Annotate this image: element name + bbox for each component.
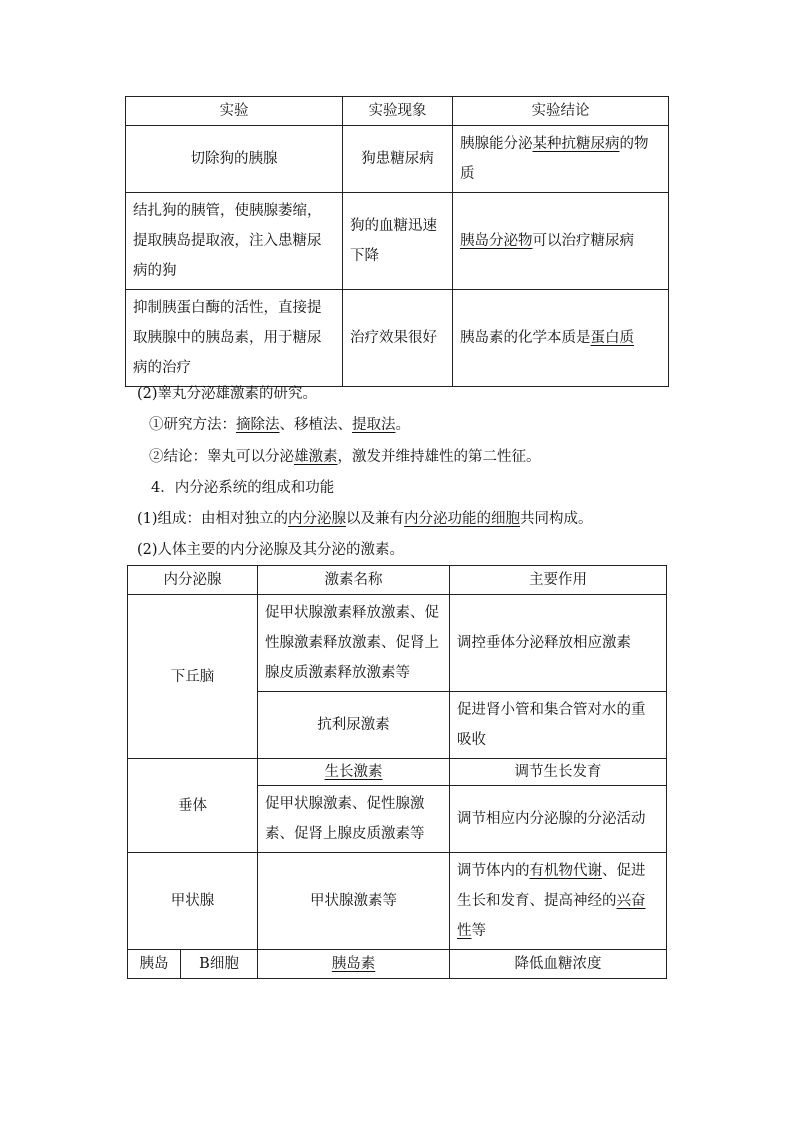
table-row — [128, 595, 667, 692]
conclusion-text: 胰岛素的化学本质是 — [460, 330, 591, 346]
effect-text: 、促进生长和发育、提高神经的 — [457, 863, 646, 909]
header-hormone: 激素名称 — [258, 566, 450, 595]
conclusion-cell — [453, 290, 669, 387]
hormone-key-term: 胰岛素 — [331, 956, 376, 972]
section-4-heading: 4．内分泌系统的组成和功能 — [151, 480, 335, 496]
table-row — [126, 290, 669, 387]
effect-cell: 降低血糖浓度 — [450, 950, 667, 979]
method-key-term: 摘除法 — [236, 417, 280, 433]
experiment-cell: 切除狗的胰腺 — [126, 126, 343, 193]
conclusion-cell — [453, 193, 669, 290]
hormone-cell — [258, 950, 450, 979]
hormone-cell: 促甲状腺激素释放激素、促性腺激素释放激素、促肾上腺皮质激素释放激素等 — [258, 595, 450, 692]
hormone-cell: 甲状腺激素等 — [258, 853, 450, 950]
gland-cell: 甲状腺 — [128, 853, 258, 950]
conclusion-key-term: 某种抗糖尿病 — [532, 136, 620, 152]
hormone-cell: 抗利尿激素 — [258, 692, 450, 759]
composition-text: (1)组成：由相对独立的 — [137, 511, 289, 527]
effect-cell — [450, 853, 667, 950]
header-phenomenon: 实验现象 — [343, 97, 453, 126]
method-text: ①研究方法： — [149, 417, 236, 433]
table-row — [126, 126, 669, 193]
composition-key-term: 内分泌腺 — [288, 511, 347, 527]
effect-cell: 促进肾小管和集合管对水的重吸收 — [450, 692, 667, 759]
phenomenon-cell: 狗患糖尿病 — [343, 126, 453, 193]
effect-key-term: 有机物代谢 — [529, 863, 602, 879]
effect-text: 等 — [471, 923, 486, 939]
gland-cell: 下丘脑 — [128, 595, 258, 759]
effect-key-term: 兴奋性 — [457, 893, 646, 939]
conclusion-key-term: 胰岛分泌物 — [460, 233, 533, 249]
research-method-line — [149, 414, 410, 436]
gland-cell: 胰岛 — [128, 950, 181, 979]
table-row — [128, 950, 667, 979]
table-header-row — [128, 566, 667, 595]
experiment-table — [125, 96, 669, 387]
hormone-cell: 促甲状腺激素、促性腺激素、促肾上腺皮质激素等 — [258, 786, 450, 853]
cell-type-cell: B细胞 — [181, 950, 258, 979]
conclusion-text: 可以治疗糖尿病 — [532, 233, 634, 249]
method-text: 、移植法、 — [279, 417, 352, 433]
composition-text: 以及兼有 — [346, 511, 405, 527]
conclusion-line — [149, 446, 541, 468]
method-key-term: 提取法 — [352, 417, 396, 433]
conclusion-text: 的物质 — [460, 136, 649, 182]
effect-cell: 调控垂体分泌释放相应激素 — [450, 595, 667, 692]
header-experiment: 实验 — [126, 97, 343, 126]
gland-cell: 垂体 — [128, 759, 258, 853]
table-row — [126, 193, 669, 290]
hormone-cell — [258, 759, 450, 786]
header-conclusion: 实验结论 — [453, 97, 669, 126]
testis-section-title: (2)睾丸分泌雄激素的研究。 — [137, 386, 318, 402]
table-row — [128, 853, 667, 950]
table-row — [128, 759, 667, 786]
header-effect: 主要作用 — [450, 566, 667, 595]
composition-key-term: 内分泌功能的细胞 — [404, 511, 521, 527]
experiment-cell: 抑制胰蛋白酶的活性，直接提取胰腺中的胰岛素，用于糖尿病的治疗 — [126, 290, 343, 387]
endocrine-table — [127, 565, 667, 979]
conclusion-line-text: ②结论：睾丸可以分泌 — [149, 449, 294, 465]
effect-cell: 调节生长发育 — [450, 759, 667, 786]
glands-section-title: (2)人体主要的内分泌腺及其分泌的激素。 — [137, 542, 405, 558]
effect-cell: 调节相应内分泌腺的分泌活动 — [450, 786, 667, 853]
effect-text: 调节体内的 — [457, 863, 530, 879]
phenomenon-cell: 治疗效果很好 — [343, 290, 453, 387]
conclusion-text: 胰腺能分泌 — [460, 136, 533, 152]
method-text: 。 — [395, 417, 410, 433]
table-header-row — [126, 97, 669, 126]
conclusion-key-term: 蛋白质 — [590, 330, 634, 346]
conclusion-line-key-term: 雄激素 — [294, 449, 338, 465]
composition-line — [137, 508, 593, 530]
hormone-key-term: 生长激素 — [324, 764, 383, 780]
phenomenon-cell: 狗的血糖迅速下降 — [343, 193, 453, 290]
composition-text: 共同构成。 — [520, 511, 593, 527]
conclusion-line-text: ，激发并维持雄性的第二性征。 — [337, 449, 541, 465]
experiment-cell: 结扎狗的胰管，使胰腺萎缩，提取胰岛提取液，注入患糖尿病的狗 — [126, 193, 343, 290]
conclusion-cell — [453, 126, 669, 193]
header-gland: 内分泌腺 — [128, 566, 258, 595]
